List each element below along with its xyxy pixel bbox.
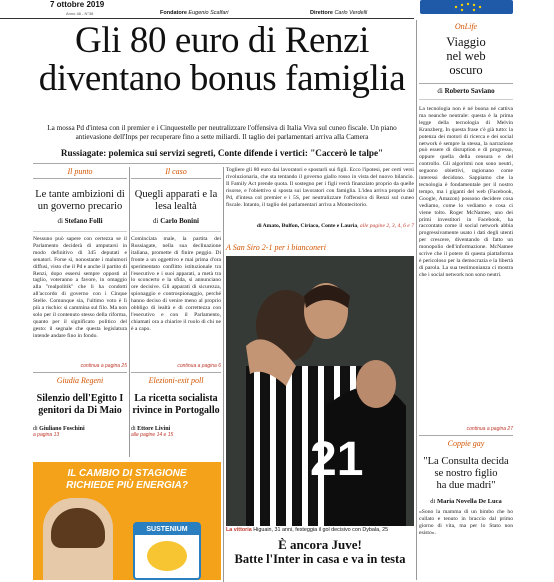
right-byline-prefix: di: [437, 87, 443, 95]
photo-kicker: A San Siro 2-1 per i bianconeri: [226, 243, 326, 252]
ad-line-1: IL CAMBIO DI STAGIONE: [67, 468, 187, 479]
lead-authors: di Amato, Bulfon, Ciriaco, Conte e Lauria, alle pagine 2, 3, 4, 6 e 7: [256, 223, 414, 229]
right-body: La tecnologia non è né buona né cattiva ma neanche neutrale: questa è la prima legge della tecnologia di Melvin Kranzberg. In questa frase c'è già tutto: la potenza dei motori di ricerca e dei social network è sempre la stessa, la narrazione può essere di disruption e di progresso, oppure quella della censura e del controllo. Gli algoritmi non sono neutri, seguono obiettivi, ragionano come interessi decidono. Sappiamo che la tecnologia è fondamentale per il nostro tempo, ma i giganti del web (Facebook, Google, Amazon) possono decidere cosa vediamo, come lo vediamo e cosa ci viene tolto. Roger McNamee, uno dei primi investitori in Facebook, ha raccontato come il social network abbia progressivamente usato i dati degli utenti per crescere, diventando di fatto un monopolio dell'informazione. McNamee scrive che il potere di questa piattaforma è pericoloso per la democrazia e la libertà di parola. La sua testimonianza ci mostra che i social network non sono neutri.: [419, 106, 513, 278]
col2-page-ref: continua a pagina 6: [177, 363, 221, 369]
col2-byline2-prefix: di: [131, 426, 136, 432]
col1-kicker-2: Giudia Regeni: [56, 376, 104, 385]
headline-line-1: Gli 80 euro di Renzi: [74, 20, 370, 61]
col2-kicker-2: Elezioni-exit poll: [148, 376, 204, 385]
issue-date: 7 ottobre 2019: [50, 0, 105, 9]
right-quote: [419, 456, 513, 492]
right-quote-line-3: ha due madri": [436, 480, 496, 491]
ad-product-box: [133, 522, 201, 580]
director: [310, 10, 367, 16]
col2-title: Quegli apparati e la lesa lealtà: [134, 189, 218, 212]
right-kicker-2: Coppie gay: [447, 439, 485, 448]
right-byline: [419, 87, 513, 95]
col2-kicker: Il caso: [165, 167, 187, 176]
right-title: [419, 35, 513, 77]
ad-headline: [33, 468, 221, 492]
col2-byline: [131, 217, 221, 225]
col2-article: [131, 167, 221, 438]
col2-title-2: La ricetta socialista rivince in Portogallo: [132, 393, 220, 416]
director-name: Carlo Verdelli: [334, 10, 368, 16]
col2-body: Cominciata male, la partita dei Russiagate, nella sua declinazione italiana, promette di finire peggio. Di fronte a un oggettivo e mai prima d'ora sperimentato conflitto istituzionale tra l'esecutivo e i suoi apparati, a metà tra lo sconcerto e la sfida, si annunciano ore decisive. Gli apparati di sicurezza, spionaggio e controspionaggio, perché hanno deciso di venire meno al proprio obbligo di lealtà e di correttezza con l'esecutivo e con il Parlamento, chiamati ora a chiarire il ruolo di chi ne è a capo.: [131, 236, 221, 332]
ad-product-name: SUSTENIUM: [135, 524, 199, 535]
right-title-line-3: oscuro: [449, 63, 483, 77]
right-author: Roberto Saviano: [444, 87, 495, 95]
col1-byline-prefix: di: [57, 217, 63, 225]
right-kicker: OnLife: [454, 22, 478, 31]
right-byline-2: [419, 498, 513, 505]
ad-product-fruit-icon: [147, 541, 187, 571]
sport-headline: [226, 538, 414, 566]
sport-title-2: Batte l'Inter in casa e va in testa: [234, 552, 406, 566]
col2-byline-prefix: di: [153, 217, 159, 225]
founder-name: Eugenio Scalfari: [188, 10, 229, 16]
main-headline: [30, 22, 414, 98]
headline-subhead: Russiagate: polemica sui servizi segreti, Conte difende i vertici: "Caccerò le talpe": [60, 148, 384, 158]
director-label: Direttore: [310, 10, 333, 16]
ad-line-2: RICHIEDE PIÙ ENERGIA?: [66, 480, 188, 491]
lead-authors-names: di Amato, Bulfon, Ciriaco, Conte e Lauria: [256, 223, 358, 229]
founder-label: Fondatore: [160, 10, 187, 16]
right-title-line-2: nel web: [446, 49, 486, 63]
lead-body: [226, 167, 414, 229]
col1-kicker: Il punto: [67, 167, 93, 176]
col1-body: Nessuno può sapere con certezza se il Parlamento deciderà di amputarsi in modo definitivo di 345 deputati e senatori. Forse sì, nonostante i malumori diffusi, visto che il Pd e anche il partito di Renzi, dopo essersi sempre opposti al taglio, voteranno a favore, in omaggio alla "realpolitik" che li ha condotti all'accordo di governo con i Cinque Stelle. Comunque sia, l'ultimo voto è lì più a rischio: si cammina sul filo. Ma non solo per il contenuto stesso della riforma, quanto per il significato politico del gesto: il segnale che questa legislatura intende andare fino in fondo.: [33, 236, 127, 339]
col1-title: Le tante ambizioni di un governo precario: [35, 189, 125, 212]
col1-page-ref: continua a pagina 25: [80, 363, 127, 369]
founder: [160, 10, 228, 16]
lead-body-text: Togliere gli 80 euro dai lavoratori e spostarli sui figli. Ecco l'ipotesi, per certi versi rivoluzionaria, che sta tentando il governo giallo rosso in vista del nuovo bilancio. Il Family Act prende quota. Il sostegno per i figli verrà finanziato proprio da quelle risorse, e l'obiettivo si sposta sui lavoratori con famiglia. L'idea arriva proprio dal Pd, d'intesa col premier e i 5S, per neutralizzare l'offensiva di Renzi sul cuneo fiscale. Intanto, il taglio dei parlamentari arriva a Montecitorio.: [226, 167, 414, 208]
col1-byline: [33, 217, 127, 225]
right-body-2: «Sono la mamma di un bimbo che ho cullato e tenuto in braccio dal primo giorno di vita, ma per lo Stato non esisto».: [419, 509, 513, 536]
lead-pages: alle pagine 2, 3, 4, 6 e 7: [359, 223, 414, 229]
col1-author-2: Giuliano Foschini: [39, 426, 85, 432]
col2-author-2: Ettore Livini: [137, 426, 171, 432]
photo-caption: [226, 527, 414, 533]
jersey-number: 21: [310, 433, 364, 486]
col2-author: Carlo Bonini: [160, 217, 199, 225]
right-author-2: Maria Novella De Luca: [436, 498, 502, 505]
col1-page-ref-2: a pagina 13: [33, 432, 60, 438]
right-column: [419, 22, 513, 536]
headline-line-2: diventano bonus famiglia: [38, 58, 406, 99]
col1-author: Stefano Folli: [64, 217, 103, 225]
right-quote-line-1: "La Consulta decida: [423, 456, 509, 467]
right-byline2-prefix: di: [430, 498, 436, 505]
right-quote-line-2: se nostro figlio: [434, 468, 498, 479]
col2-page-ref-2: alle pagine 14 e 15: [131, 432, 174, 438]
photo-caption-text: Higuain, 31 anni, festeggia il gol decisivo con Dybala, 25: [253, 527, 389, 533]
sport-title-1: È ancora Juve!: [278, 537, 362, 552]
football-photo: [226, 256, 414, 526]
col1-article: [33, 167, 127, 438]
headline-deck: La mossa Pd d'intesa con il premier e i Cinquestelle per neutralizzare l'offensiva di Italia Viva sul cuneo fiscale. Un piano antievasione dell'Inps per recuperare fino a sette miliardi. Il taglio dei parlamentari arriva alla Camera: [47, 124, 397, 141]
col1-byline2-prefix: di: [33, 426, 38, 432]
right-title-line-1: Viaggio: [446, 35, 486, 49]
col1-title-2: Silenzio dell'Egitto I genitori da Di Maio: [36, 393, 124, 416]
right-page-ref: continua a pagina 27: [466, 426, 513, 432]
issue-number: Anno 48 - N°38: [66, 11, 94, 16]
eu-flag-icon: [420, 0, 513, 14]
photo-caption-bold: La vittoria: [226, 527, 252, 533]
advertisement[interactable]: [33, 462, 221, 580]
